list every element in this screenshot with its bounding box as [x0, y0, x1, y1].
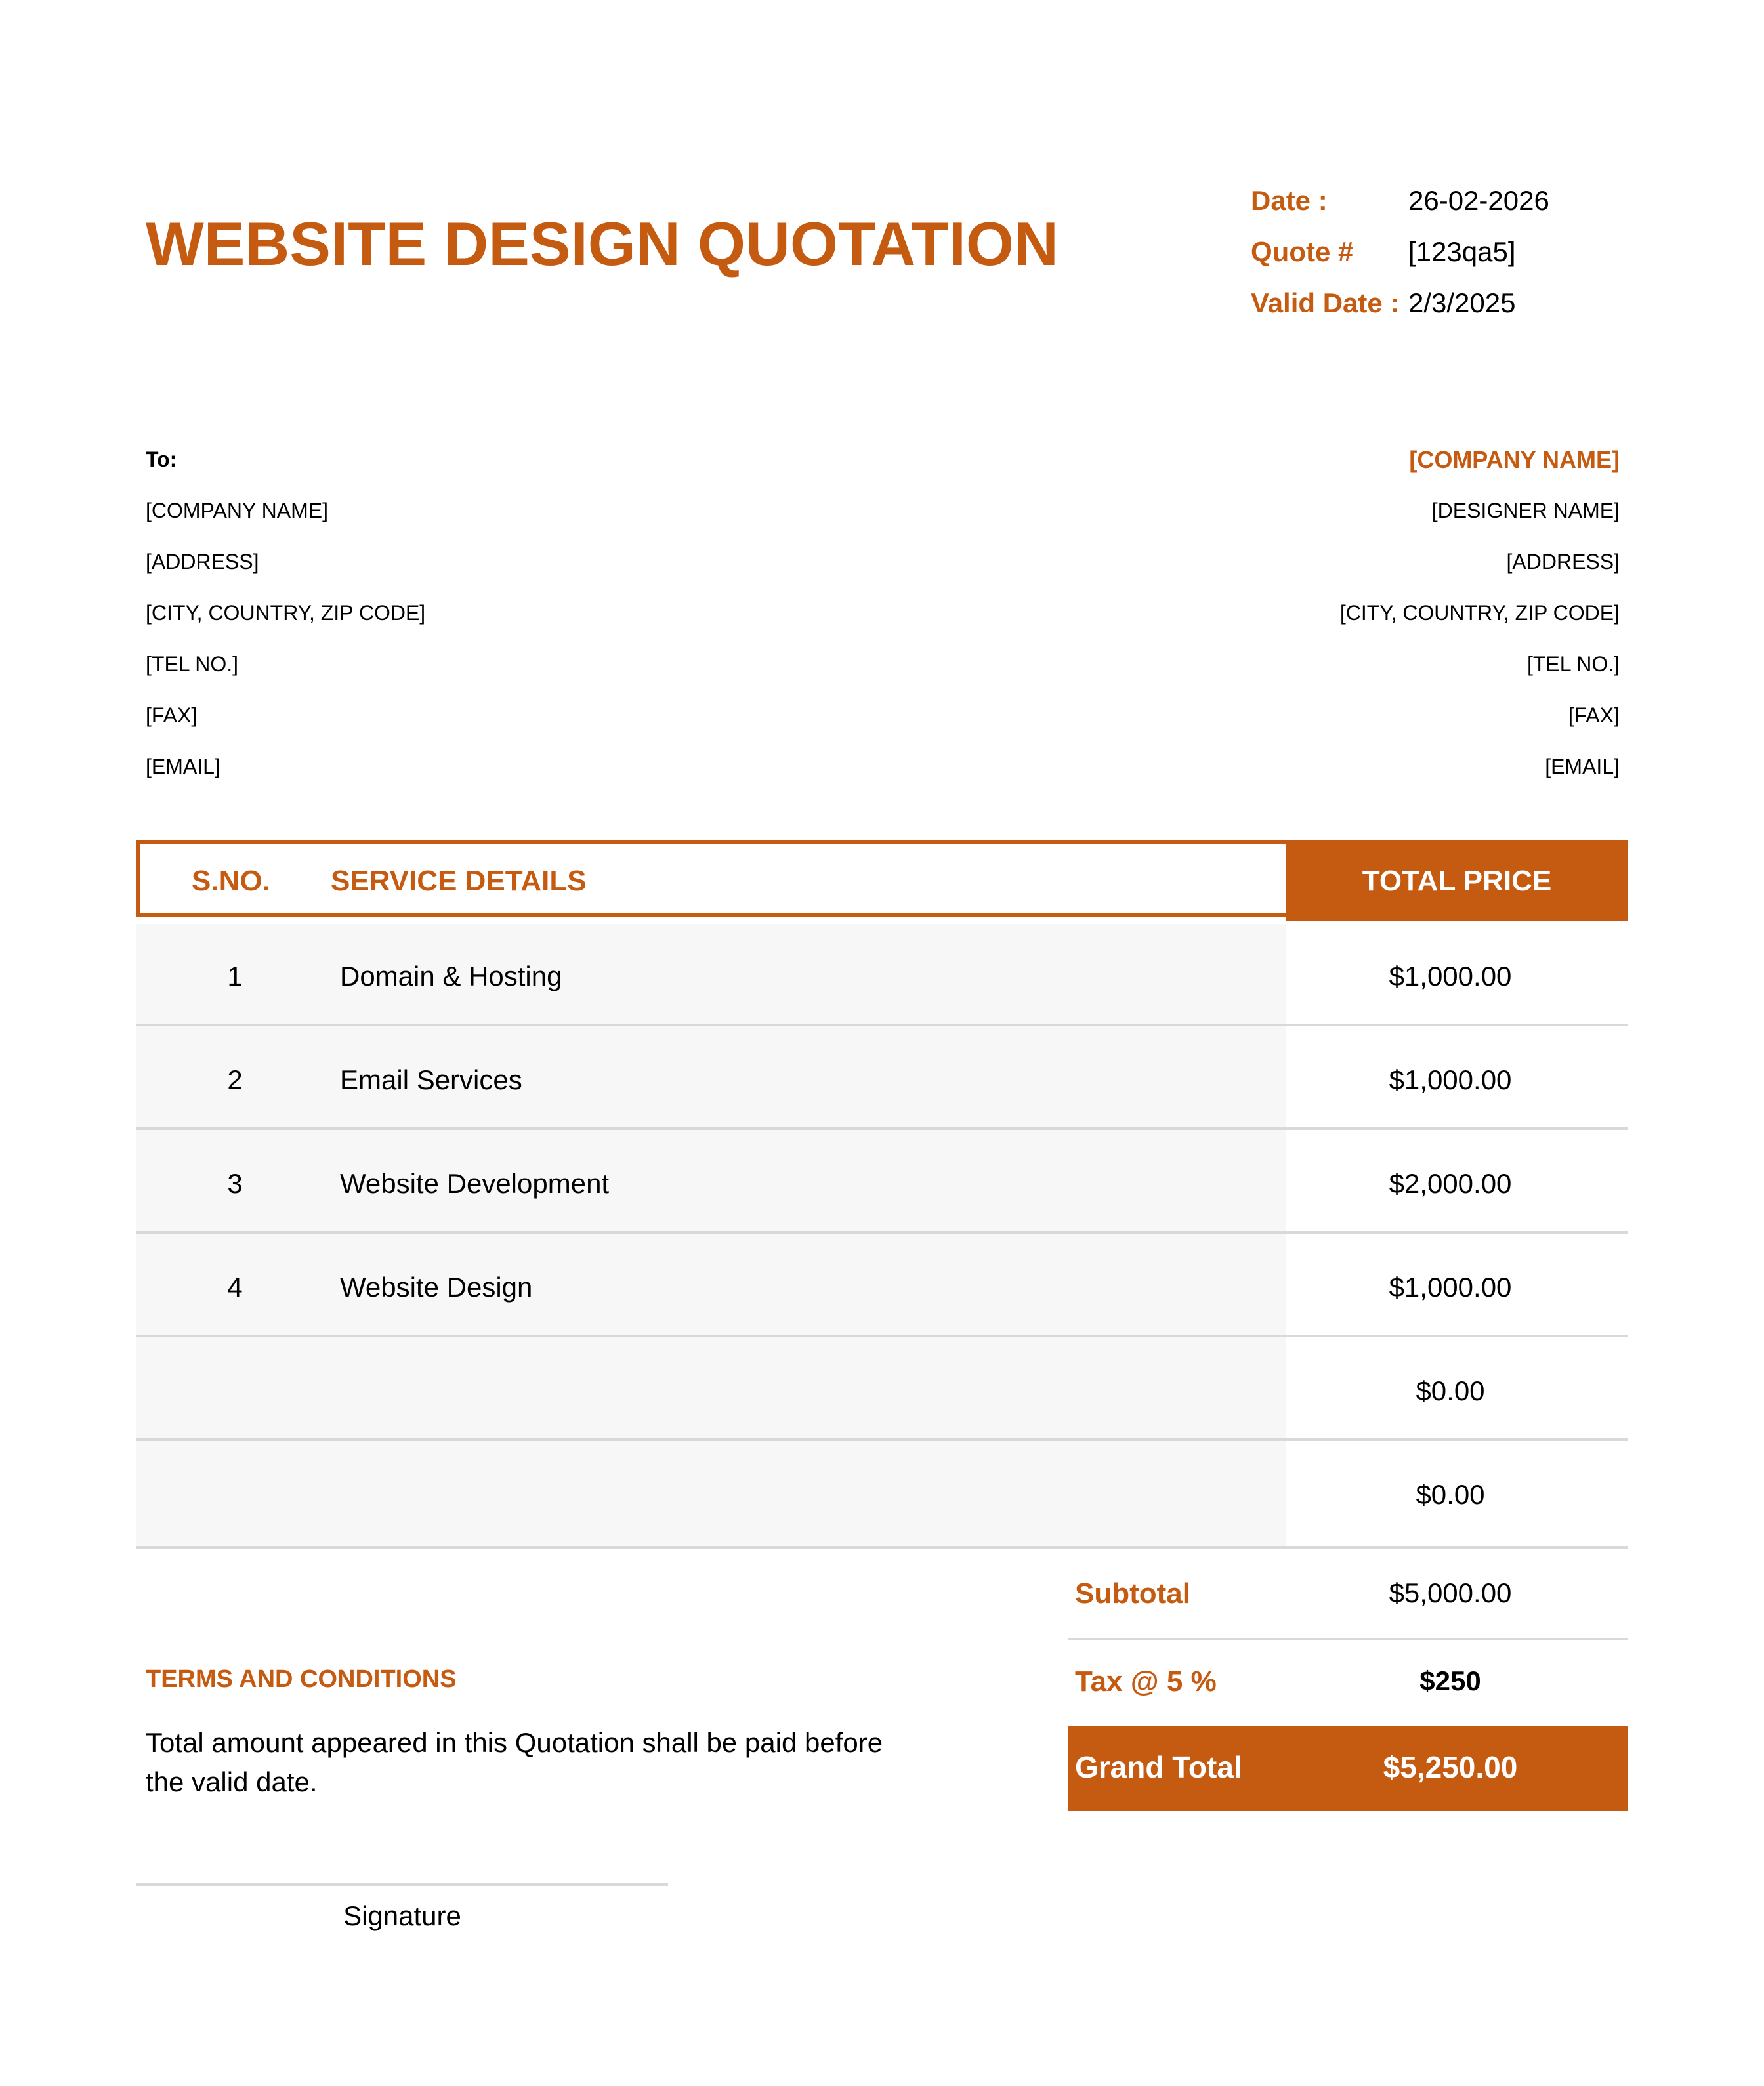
from-tel: [TEL NO.] — [1526, 652, 1620, 676]
to-heading: To: — [146, 448, 177, 471]
quote-number-label: Quote # — [1251, 236, 1354, 267]
terms-heading: TERMS AND CONDITIONS — [146, 1665, 457, 1693]
row-service: Website Development — [340, 1168, 610, 1199]
summary-divider — [1068, 1638, 1628, 1640]
valid-date-label: Valid Date : — [1251, 287, 1400, 318]
tax-label: Tax @ 5 % — [1075, 1665, 1217, 1698]
quote-number-value: [123qa5] — [1408, 236, 1516, 267]
from-address: [ADDRESS] — [1506, 550, 1620, 574]
from-city-country-zip: [CITY, COUNTRY, ZIP CODE] — [1339, 601, 1620, 625]
to-city-country-zip: [CITY, COUNTRY, ZIP CODE] — [146, 601, 426, 625]
signature-label: Signature — [343, 1900, 461, 1931]
terms-text-line2: the valid date. — [146, 1766, 318, 1797]
row-service: Email Services — [340, 1064, 522, 1095]
row-price: $1,000.00 — [1389, 1272, 1512, 1303]
table-header-left — [136, 840, 1286, 917]
subtotal-label: Subtotal — [1075, 1577, 1190, 1610]
terms-text-line1: Total amount appeared in this Quotation shall be paid before — [146, 1727, 883, 1758]
to-fax: [FAX] — [146, 703, 198, 727]
row-price: $0.00 — [1416, 1479, 1485, 1510]
row-service: Website Design — [340, 1272, 533, 1303]
column-header-total-price: TOTAL PRICE — [1362, 865, 1552, 897]
to-address: [ADDRESS] — [146, 550, 259, 574]
row-sno: 4 — [227, 1272, 243, 1303]
row-sno: 3 — [227, 1168, 243, 1199]
signature-line — [136, 1883, 668, 1886]
row-price: $1,000.00 — [1389, 961, 1512, 991]
row-sno: 1 — [227, 961, 243, 991]
grand-total-label: Grand Total — [1075, 1750, 1242, 1784]
grand-total-value: $5,250.00 — [1383, 1750, 1518, 1784]
column-header-service-details: SERVICE DETAILS — [331, 865, 587, 897]
to-company-name: [COMPANY NAME] — [146, 499, 328, 522]
page-title: WEBSITE DESIGN QUOTATION — [146, 209, 1059, 278]
from-company-name: [COMPANY NAME] — [1409, 446, 1620, 473]
row-price: $0.00 — [1416, 1375, 1485, 1406]
to-email: [EMAIL] — [146, 755, 220, 778]
column-header-sno: S.NO. — [192, 865, 270, 897]
from-email: [EMAIL] — [1545, 755, 1620, 778]
date-value: 26-02-2026 — [1408, 185, 1549, 216]
tax-value: $250 — [1419, 1665, 1481, 1696]
date-label: Date : — [1251, 185, 1328, 216]
from-fax: [FAX] — [1568, 703, 1620, 727]
valid-date-value: 2/3/2025 — [1408, 287, 1516, 318]
row-price: $2,000.00 — [1389, 1168, 1512, 1199]
row-service: Domain & Hosting — [340, 961, 562, 991]
from-designer-name: [DESIGNER NAME] — [1431, 499, 1620, 522]
subtotal-value: $5,000.00 — [1389, 1577, 1512, 1608]
row-price: $1,000.00 — [1389, 1064, 1512, 1095]
to-tel: [TEL NO.] — [146, 652, 239, 676]
row-sno: 2 — [227, 1064, 243, 1095]
